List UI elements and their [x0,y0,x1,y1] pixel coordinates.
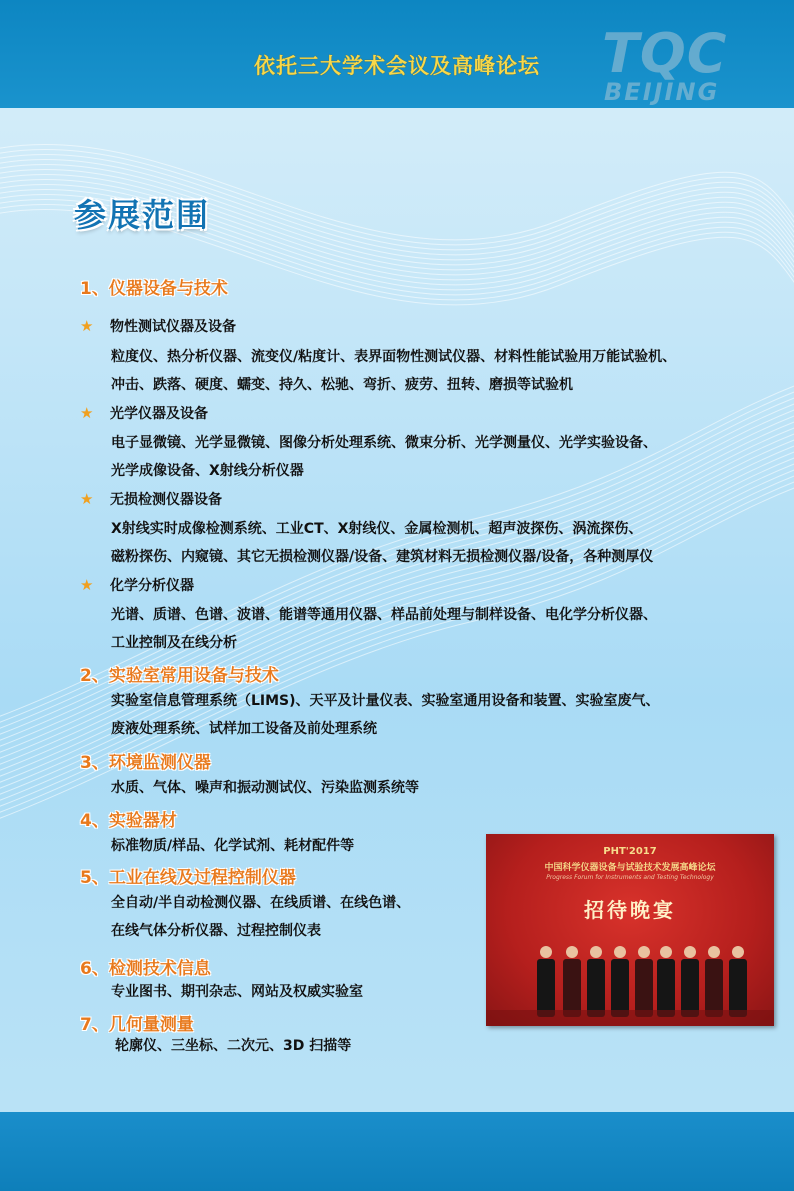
page-title: 参展范围 [74,196,211,234]
sub-line: X射线实时成像检测系统、工业CT、X射线仪、金属检测机、超声波探伤、涡流探伤、 [111,521,643,537]
photo-banner-line-2: 中国科学仪器设备与试验技术发展高峰论坛 [544,863,716,873]
section-heading-5: 5、工业在线及过程控制仪器 [80,868,296,888]
section-line: 标准物质/样品、化学试剂、耗材配件等 [111,838,355,854]
section-heading-4: 4、实验器材 [80,811,177,831]
photo-banner-line-4: 招待晚宴 [584,898,676,922]
section-line: 轮廓仪、三坐标、二次元、3D 扫描等 [115,1038,352,1054]
section-line: 实验室信息管理系统（LIMS)、天平及计量仪表、实验室通用设备和装置、实验室废气、 [111,693,660,709]
star-icon: ★ [80,317,94,335]
photo-banner-line-3: Progress Forum for Instruments and Testing Technology [546,874,714,881]
sub-label: 化学分析仪器 [110,578,194,594]
sub-heading-physical [80,316,236,336]
sub-heading-optical [80,403,208,423]
section-heading-7: 7、几何量测量 [80,1015,194,1035]
section-line: 专业图书、期刊杂志、网站及权威实验室 [111,984,363,1000]
sub-line: 工业控制及在线分析 [111,635,237,651]
sub-label: 物性测试仪器及设备 [110,319,236,335]
sub-label: 光学仪器及设备 [110,406,208,422]
star-icon: ★ [80,404,94,422]
logo-mark: TQC [602,22,728,85]
photo-banner-line-1: PHT'2017 [603,846,657,857]
footer-band [0,1112,794,1191]
sub-heading-ndt [80,489,222,509]
sub-line: 磁粉探伤、内窥镜、其它无损检测仪器/设备、建筑材料无损检测仪器/设备，各种测厚仪 [111,549,654,565]
sub-heading-chemical [80,575,194,595]
tqc-logo [600,22,750,106]
group-of-people-illustration [486,834,774,1026]
star-icon: ★ [80,576,94,594]
sub-line: 冲击、跌落、硬度、蠕变、持久、松驰、弯折、疲劳、扭转、磨损等试验机 [111,377,573,393]
star-icon: ★ [80,490,94,508]
section-heading-6: 6、检测技术信息 [80,959,211,979]
sub-line: 光学成像设备、X射线分析仪器 [111,463,304,479]
sub-line: 粒度仪、热分析仪器、流变仪/粘度计、表界面物性测试仪器、材料性能试验用万能试验机、 [111,349,677,365]
banquet-photo [486,834,774,1026]
section-line: 水质、气体、噪声和振动测试仪、污染监测系统等 [111,780,419,796]
header-slogan: 依托三大学术会议及高峰论坛 [254,54,540,78]
section-heading-1: 1、仪器设备与技术 [80,279,228,299]
sub-line: 光谱、质谱、色谱、波谱、能谱等通用仪器、样品前处理与制样设备、电化学分析仪器、 [111,607,657,623]
section-heading-2: 2、实验室常用设备与技术 [80,666,279,686]
logo-city: BEIJING [604,78,720,106]
section-line: 废液处理系统、试样加工设备及前处理系统 [111,721,377,737]
sub-label: 无损检测仪器设备 [110,492,222,508]
section-heading-3: 3、环境监测仪器 [80,753,211,773]
section-line: 全自动/半自动检测仪器、在线质谱、在线色谱、 [111,895,411,911]
section-line: 在线气体分析仪器、过程控制仪表 [111,923,321,939]
sub-line: 电子显微镜、光学显微镜、图像分析处理系统、微束分析、光学测量仪、光学实验设备、 [111,435,657,451]
